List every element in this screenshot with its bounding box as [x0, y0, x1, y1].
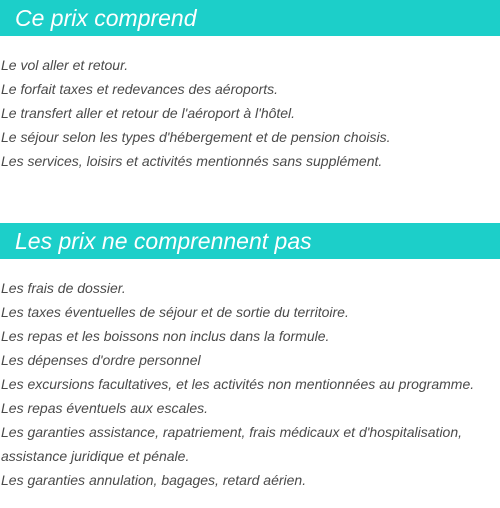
included-items-list [0, 53, 500, 173]
included-item: Le forfait taxes et redevances des aéroports. [1, 81, 279, 97]
excluded-item: Les excursions facultatives, et les activités non mentionnées au programme. [1, 376, 475, 392]
excluded-item: Les garanties assistance, rapatriement, frais médicaux et d'hospitalisation, [1, 424, 463, 440]
included-item: Le vol aller et retour. [1, 57, 129, 73]
included-item: Le transfert aller et retour de l'aéroport à l'hôtel. [1, 105, 296, 121]
excluded-items-list [0, 276, 500, 492]
excluded-item: assistance juridique et pénale. [1, 448, 190, 464]
included-section-title: Ce prix comprend [0, 0, 500, 36]
excluded-section-title: Les prix ne comprennent pas [0, 223, 500, 259]
included-item: Le séjour selon les types d'hébergement et de pension choisis. [1, 129, 391, 145]
included-item: Les services, loisirs et activités mentionnés sans supplément. [1, 153, 383, 169]
excluded-item: Les dépenses d'ordre personnel [1, 352, 201, 368]
excluded-item: Les repas éventuels aux escales. [1, 400, 209, 416]
excluded-item: Les garanties annulation, bagages, retard aérien. [1, 472, 307, 488]
excluded-item: Les frais de dossier. [1, 280, 126, 296]
excluded-item: Les repas et les boissons non inclus dans la formule. [1, 328, 330, 344]
excluded-item: Les taxes éventuelles de séjour et de sortie du territoire. [1, 304, 349, 320]
